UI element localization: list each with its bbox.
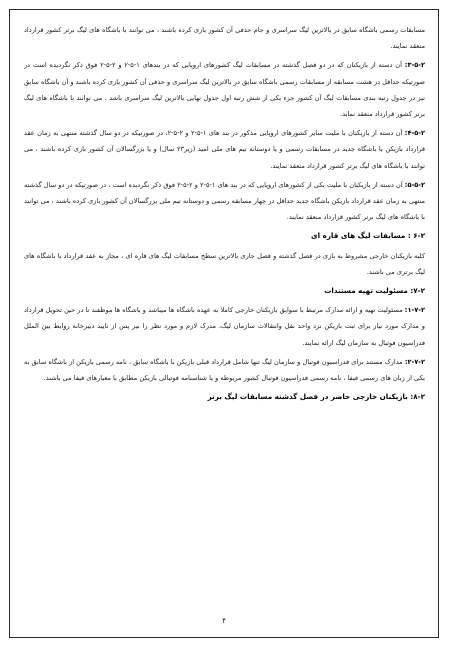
paragraph-text: مسابقات رسمی باشگاه سابق در بالاترین لیگ سراسری و جام حذفی آن کشور بازی کرده باشند ، می توانند با باشگاه های لیگ برتر کشور قرارداد منعقد نمایند. xyxy=(24,26,425,51)
clause-number: ۵-۵-۲: xyxy=(404,180,425,189)
paragraph-continuation xyxy=(24,22,425,54)
clause-number: ۴-۵-۲: xyxy=(404,129,425,138)
section-heading-2-7: ۷-۲: مسئولیت تهیه مستندات xyxy=(324,286,425,296)
clause-text: آن دسته از بازیکنان با ملیت سایر کشورهای اروپایی مذکور در بند های ۱-۵-۲ و ۲-۵-۲، در صورتیکه در دو سال گذشته منتهی به زمان عقد قرارداد بازیکن با باشگاه جدید در مسابقات رسمی و یا دوستانه تیم های ملی امید (زیر۲۳ سال) و یا بزرگسالان آن کشور بازی کرده باشند ، می توانند با باشگاه های لیگ برتر کشور قرارداد منعقد نمایند. xyxy=(24,129,425,170)
clause-number: ۲-۷-۲: xyxy=(404,357,425,366)
clause-2-5-4 xyxy=(24,125,425,174)
clause-text: آن دسته از بازیکنان با ملیت یکی از کشورهای اروپایی که در بند های ۱-۵-۲ و ۲-۵-۲ فوق ذکر نگردیده است ، در صورتیکه در دو سال گذشته منتهی به زمان عقد قرارداد بازیکن باشگاه جدید حداقل در چهار مسابقه رسمی و دوستانه تیم ملی بزرگسالان آن کشور بازی کرده باشند ، می توانند با باشگاه های لیگ برتر کشور قرارداد منعقد نمایند. xyxy=(24,180,425,222)
section-heading-2-6: ۶-۲ : مسابقات لیگ های قاره ای xyxy=(310,231,425,241)
clause-text: آن دسته از بازیکنان که در دو فصل گذشته در مسابقات لیگ کشورهای اروپایی که در بندهای ۱-۵-۲ و ۲-۵-۲ فوق ذکر نگردیده است در صورتیکه حداقل در هشت مسابقه از مسابقات رسمی باشگاه سابق در بالاترین لیگ سراسری و حذفی آن کشور بازی کرده باشند و آن باشگاه سابق نیز در جدول رتبه بندی مسابقات لیگ آن کشور جزء یکی از شش رتبه اول جدول نهایی بالاترین لیگ سراسری باشد ، می توانند با باشگاه های لیگ برتر کشور قرارداد منعقد نماید. xyxy=(24,61,425,119)
section-heading-2-8: ۸-۲: بازیکنان خارجی حاضر در فصل گذشته مسابقات لیگ برتر xyxy=(207,392,425,402)
clause-2-5-5 xyxy=(24,177,425,226)
clause-2-7-1 xyxy=(24,302,425,351)
section-2-6-text xyxy=(24,248,425,280)
clause-2-5-3 xyxy=(24,57,425,122)
document-page xyxy=(9,9,439,638)
clause-number: ۳-۵-۲: xyxy=(404,61,425,70)
clause-number: ۱-۷-۲: xyxy=(404,306,425,315)
document-body xyxy=(24,22,425,607)
clause-text: مدارک مستند برای فدراسیون فوتبال و سازمان لیگ تنها شامل قرارداد قبلی بازیکن با باشگاه سابق ، نامه رسمی بازیکن از باشگاه سابق به یکی از زبان های رسمی فیفا ، نامه رسمی فدراسیون فوتبال کشور مربوطه و یا شناسنامه فوتبالی بازیکن مطابق با معیارهای فیفا می باشند. xyxy=(24,357,425,383)
page-number: ۴ xyxy=(222,617,226,625)
clause-text: مسئولیت تهیه و ارائه مدارک مرتبط با سوابق بازیکنان خارجی کاملا به عهده باشگاه ها میباشد و باشگاه ها موظفند تا در حین تحویل قرارداد و مدارک مورد نیاز برای ثبت بازیکن نزد واحد نقل وانتقالات سازمان لیگ، مدرک لازم و مورد نظر را نیز پس از تایید دبیرخانه روابط بین الملل فدراسیون فوتبال به سازمان لیگ ارائه نمایند. xyxy=(24,306,425,347)
clause-2-7-2 xyxy=(24,354,425,386)
section-text: کلیه بازیکنان خارجی مشروط به بازی در فصل گذشته و فصل جاری بالاترین سطح مسابقات لیگ های قاره ای ، مجاز به عقد قرارداد با باشگاه های لیگ برتری می باشند. xyxy=(24,251,425,276)
